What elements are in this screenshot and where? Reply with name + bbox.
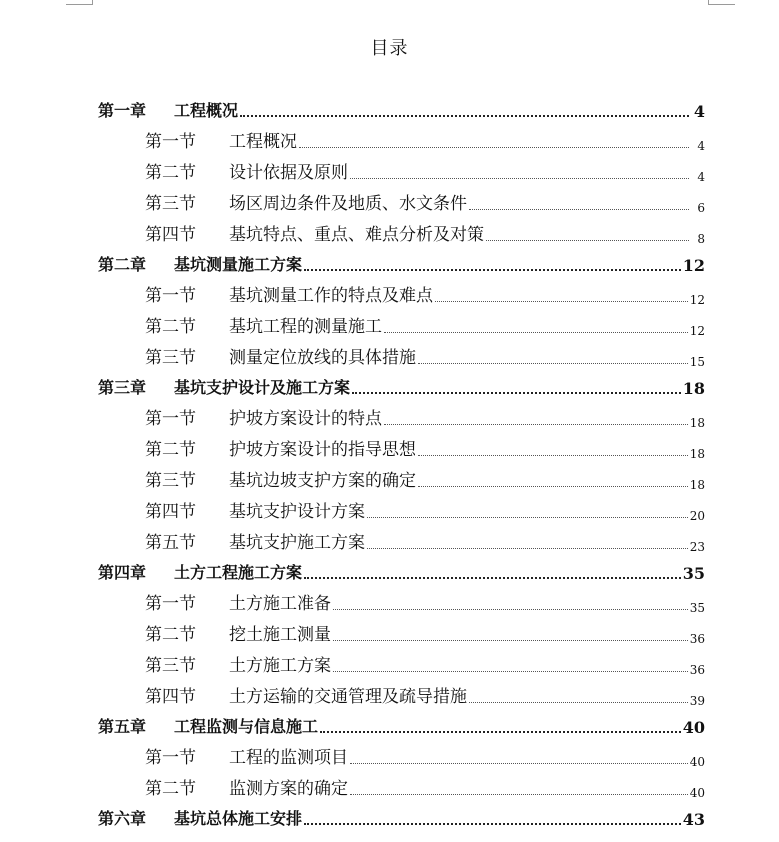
- toc-chapter-entry[interactable]: [98, 94, 705, 124]
- dot-leader: [320, 731, 681, 733]
- dot-leader: [350, 763, 688, 764]
- dot-leader: [333, 609, 688, 610]
- toc-page-number: 18: [689, 478, 705, 492]
- toc-entry-title: 基坑工程的测量施工: [229, 317, 382, 337]
- table-of-contents: [98, 94, 705, 832]
- toc-entry-label: 第二节: [145, 625, 196, 645]
- toc-page-number: 4: [697, 170, 705, 184]
- toc-entry-title: 工程概况: [229, 132, 297, 152]
- dot-leader: [304, 269, 681, 271]
- toc-entry-title: 土方施工准备: [229, 594, 331, 614]
- toc-entry-title: 工程概况: [174, 101, 239, 120]
- toc-section-entry[interactable]: [98, 186, 705, 217]
- toc-entry-label: 第四节: [145, 502, 196, 522]
- toc-page-number: 12: [689, 293, 705, 307]
- toc-page-number: 40: [689, 755, 705, 769]
- toc-section-entry[interactable]: [98, 740, 705, 771]
- toc-page-number: 12: [689, 324, 705, 338]
- toc-entry-label: 第三章: [98, 378, 147, 397]
- dot-leader: [486, 240, 689, 241]
- toc-entry-title: 护坡方案设计的特点: [229, 409, 382, 429]
- dot-leader: [418, 363, 688, 364]
- toc-chapter-entry[interactable]: [98, 710, 705, 740]
- toc-entry-title: 基坑测量工作的特点及难点: [229, 286, 433, 306]
- toc-entry-label: 第二节: [145, 163, 196, 183]
- toc-entry-label: 第一章: [98, 101, 147, 120]
- toc-page-number: 36: [689, 632, 705, 646]
- dot-leader: [384, 424, 688, 425]
- toc-page-number: 40: [682, 718, 705, 737]
- toc-entry-title: 基坑总体施工安排: [174, 809, 303, 828]
- dot-leader: [350, 178, 689, 179]
- dot-leader: [469, 209, 689, 210]
- toc-entry-label: 第二章: [98, 255, 147, 274]
- dot-leader: [333, 640, 688, 641]
- toc-page-number: 20: [689, 509, 705, 523]
- toc-entry-title: 基坑测量施工方案: [174, 255, 303, 274]
- toc-page-number: 18: [689, 447, 705, 461]
- toc-chapter-entry[interactable]: [98, 248, 705, 278]
- dot-leader: [240, 115, 689, 117]
- dot-leader: [304, 577, 681, 579]
- toc-entry-title: 基坑支护设计及施工方案: [174, 378, 351, 397]
- toc-page-number: 8: [697, 232, 705, 246]
- toc-entry-label: 第六章: [98, 809, 147, 828]
- toc-section-entry[interactable]: [98, 340, 705, 371]
- dot-leader: [367, 517, 688, 518]
- toc-entry-label: 第四节: [145, 225, 196, 245]
- toc-entry-label: 第四节: [145, 687, 196, 707]
- toc-page-number: 4: [693, 102, 705, 121]
- toc-entry-title: 设计依据及原则: [229, 163, 348, 183]
- dot-leader: [469, 702, 688, 703]
- toc-section-entry[interactable]: [98, 124, 705, 155]
- toc-section-entry[interactable]: [98, 309, 705, 340]
- toc-page-number: 4: [697, 139, 705, 153]
- toc-entry-title: 基坑支护施工方案: [229, 533, 365, 553]
- toc-section-entry[interactable]: [98, 771, 705, 802]
- toc-page-number: 18: [682, 379, 705, 398]
- toc-page-number: 12: [682, 256, 705, 275]
- toc-entry-label: 第二节: [145, 779, 196, 799]
- toc-section-entry[interactable]: [98, 617, 705, 648]
- toc-entry-label: 第三节: [145, 471, 196, 491]
- dot-leader: [299, 147, 689, 148]
- toc-chapter-entry[interactable]: [98, 556, 705, 586]
- toc-page-number: 36: [689, 663, 705, 677]
- toc-section-entry[interactable]: [98, 217, 705, 248]
- crop-mark-top-right: [708, 0, 735, 5]
- toc-page-number: 23: [689, 540, 705, 554]
- toc-section-entry[interactable]: [98, 432, 705, 463]
- toc-page-number: 39: [689, 694, 705, 708]
- toc-section-entry[interactable]: [98, 525, 705, 556]
- toc-entry-title: 工程的监测项目: [229, 748, 348, 768]
- toc-section-entry[interactable]: [98, 586, 705, 617]
- toc-section-entry[interactable]: [98, 679, 705, 710]
- toc-page-number: 43: [682, 810, 705, 829]
- dot-leader: [418, 486, 688, 487]
- toc-chapter-entry[interactable]: [98, 371, 705, 401]
- toc-page-number: 15: [689, 355, 705, 369]
- toc-title: 目录: [370, 38, 409, 59]
- toc-entry-title: 土方工程施工方案: [174, 563, 303, 582]
- toc-section-entry[interactable]: [98, 401, 705, 432]
- toc-section-entry[interactable]: [98, 648, 705, 679]
- toc-section-entry[interactable]: [98, 278, 705, 309]
- dot-leader: [352, 392, 681, 394]
- dot-leader: [304, 823, 681, 825]
- toc-entry-label: 第五节: [145, 533, 196, 553]
- toc-entry-label: 第三节: [145, 656, 196, 676]
- toc-entry-title: 基坑支护设计方案: [229, 502, 365, 522]
- toc-page-number: 18: [689, 416, 705, 430]
- toc-section-entry[interactable]: [98, 463, 705, 494]
- dot-leader: [418, 455, 688, 456]
- dot-leader: [435, 301, 688, 302]
- toc-section-entry[interactable]: [98, 494, 705, 525]
- toc-page-number: 6: [697, 201, 705, 215]
- toc-entry-label: 第一节: [145, 748, 196, 768]
- toc-page-number: 40: [689, 786, 705, 800]
- toc-entry-label: 第四章: [98, 563, 147, 582]
- toc-entry-title: 护坡方案设计的指导思想: [229, 440, 416, 460]
- dot-leader: [350, 794, 688, 795]
- dot-leader: [367, 548, 688, 549]
- toc-entry-label: 第一节: [145, 594, 196, 614]
- toc-entry-label: 第二节: [145, 317, 196, 337]
- toc-entry-title: 监测方案的确定: [229, 779, 348, 799]
- toc-page-number: 35: [682, 564, 705, 583]
- toc-entry-title: 挖土施工测量: [229, 625, 331, 645]
- toc-entry-label: 第一节: [145, 409, 196, 429]
- toc-entry-title: 工程监测与信息施工: [174, 717, 319, 736]
- toc-entry-label: 第一节: [145, 286, 196, 306]
- toc-entry-title: 测量定位放线的具体措施: [229, 348, 416, 368]
- toc-chapter-entry[interactable]: [98, 802, 705, 832]
- toc-entry-label: 第三节: [145, 194, 196, 214]
- toc-entry-label: 第二节: [145, 440, 196, 460]
- toc-entry-title: 基坑特点、重点、难点分析及对策: [229, 225, 484, 245]
- toc-entry-title: 场区周边条件及地质、水文条件: [229, 194, 467, 214]
- toc-entry-title: 土方施工方案: [229, 656, 331, 676]
- toc-entry-label: 第五章: [98, 717, 147, 736]
- toc-entry-label: 第一节: [145, 132, 196, 152]
- toc-page-number: 35: [689, 601, 705, 615]
- toc-entry-title: 基坑边坡支护方案的确定: [229, 471, 416, 491]
- toc-entry-title: 土方运输的交通管理及疏导措施: [229, 687, 467, 707]
- dot-leader: [384, 332, 688, 333]
- crop-mark-top-left: [66, 0, 93, 5]
- toc-entry-label: 第三节: [145, 348, 196, 368]
- dot-leader: [333, 671, 688, 672]
- toc-section-entry[interactable]: [98, 155, 705, 186]
